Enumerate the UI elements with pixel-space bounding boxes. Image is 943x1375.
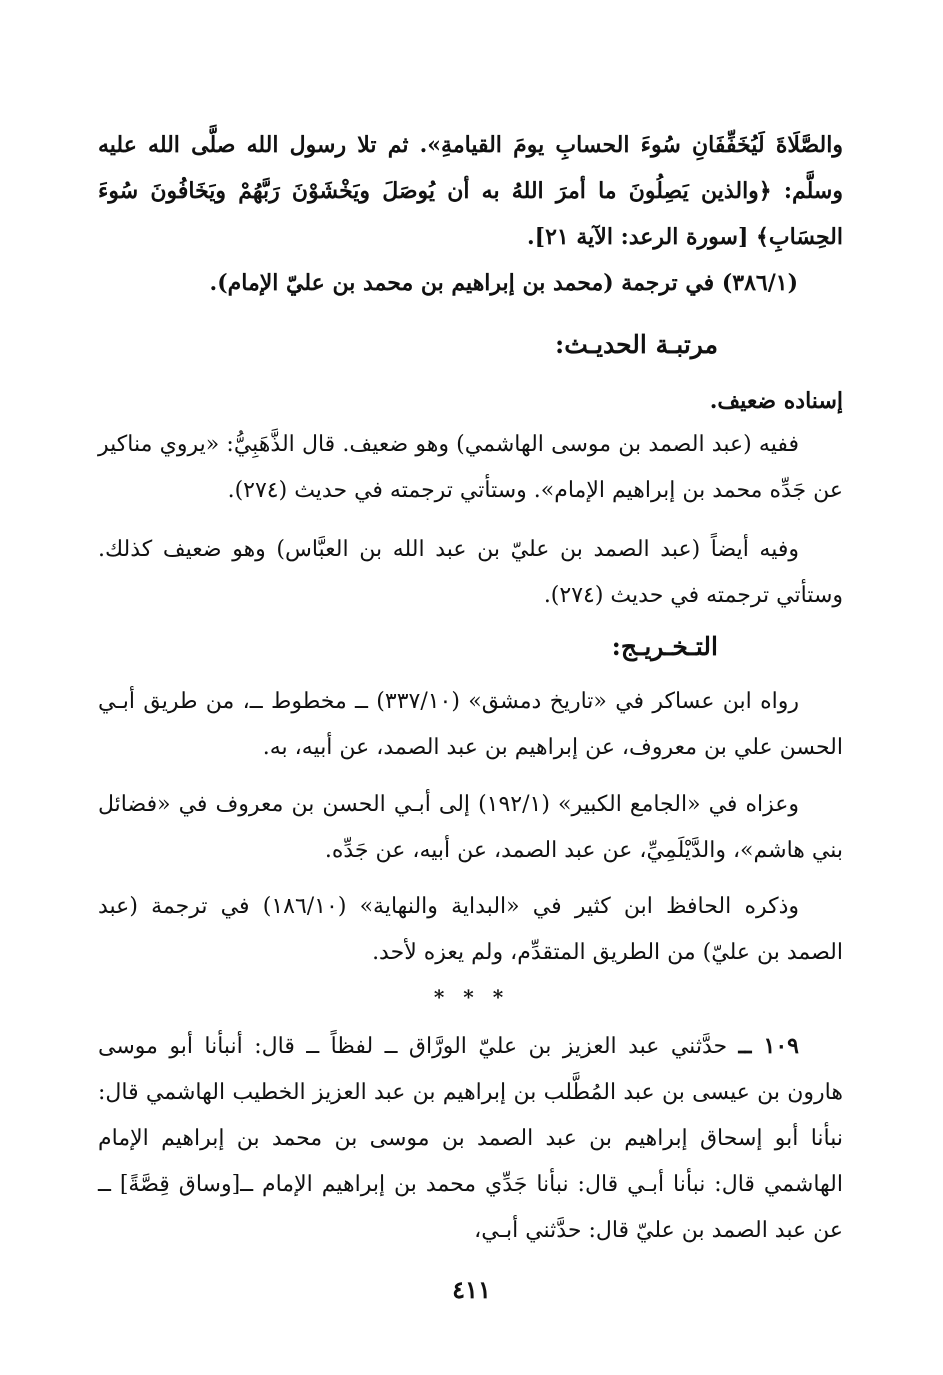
paragraph-weakness-2-text: وفيه أيضاً (عبد الصمد بن عليّ بن عبد الله بن العبَّاس) وهو ضعيف كذلك. وستأتي ترجمته في حديث (٢٧٤). [98,537,843,608]
paragraph-takhrij-1 [98,679,843,771]
paragraph-takhrij-1-text: رواه ابن عساكر في «تاريخ دمشق» (٣٣٧/١٠) ــ مخطوط ــ، من طريق أبـي الحسن علي بن معروف، عن إبراهيم بن عبد الصمد، عن أبيه، به. [98,689,843,760]
heading-takhrij: التـخـريـج: [611,632,718,661]
paragraph-weakness-1 [98,422,843,514]
page-number: ٤١١ [452,1275,491,1304]
isnad-status: إسناده ضعيف. [709,388,843,414]
paragraph-takhrij-3 [98,884,843,976]
hadith-109-text: حدَّثني عبد العزيز بن عليّ الورَّاق ــ لفظاً ــ قال: أنبأنا أبو موسى هارون بن عيسى بن عبد المُطَّلب بن إبراهيم بن عبد العزيز الخطيب الهاشمي قال: نبأنا أبو إسحاق إبراهيم بن عبد الصمد بن موسى بن محمد بن إبراهيم الإمام الهاشمي قال: نبأنا أبـي قال: نبأنا جَدِّي محمد بن إبراهيم الإمام ــ[وساق قِصَّةً] ــ عن عبد الصمد بن عليّ قال: حدَّثني أبـي، [98,1034,843,1243]
section-separator: * * * [433,985,510,1009]
paragraph-weakness-2 [98,527,843,619]
paragraph-hadith-109 [98,1023,843,1254]
hadith-number: ١٠٩ ــ [738,1033,799,1059]
paragraph-takhrij-2-text: وعزاه في «الجامع الكبير» (١٩٢/١) إلى أبـي الحسن بن معروف في «فضائل بني هاشم»، والدَّيْلَمِيِّ، عن عبد الصمد، عن أبيه، عن جَدِّه. [98,792,843,863]
heading-hadith-rank: مرتبـة الحديـث: [554,330,718,359]
paragraph-hadith-end: والصَّلَاةَ لَيُخَفِّفَانِ سُوءَ الحسابِ يومَ القيامةِ». ثم تلا رسول الله صلَّى الله عليه وسلَّم: ﴿والذين يَصِلُونَ ما أمرَ اللهُ به أن يُوصَلَ ويَخْشَوْنَ رَبَّهُمْ ويَخَافُونَ سُوءَ الحِسَابِ﴾ [سورة الرعد: الآية ٢١]. [98,132,843,250]
paragraph-takhrij-2 [98,782,843,874]
paragraph-footnote-ref: (٣٨٦/١) في ترجمة (محمد بن إبراهيم بن محمد بن عليّ الإمام). [209,270,798,296]
paragraph-takhrij-3-text: وذكره الحافظ ابن كثير في «البداية والنهاية» (١٨٦/١٠) في ترجمة (عبد الصمد بن عليّ) من الطريق المتقدِّم، ولم يعزه لأحد. [98,894,843,965]
paragraph-weakness-1-text: ففيه (عبد الصمد بن موسى الهاشمي) وهو ضعيف. قال الذَّهَبِيُّ: «يروي مناكير عن جَدِّه محمد بن إبراهيم الإمام». وستأتي ترجمته في حديث (٢٧٤). [98,432,843,503]
